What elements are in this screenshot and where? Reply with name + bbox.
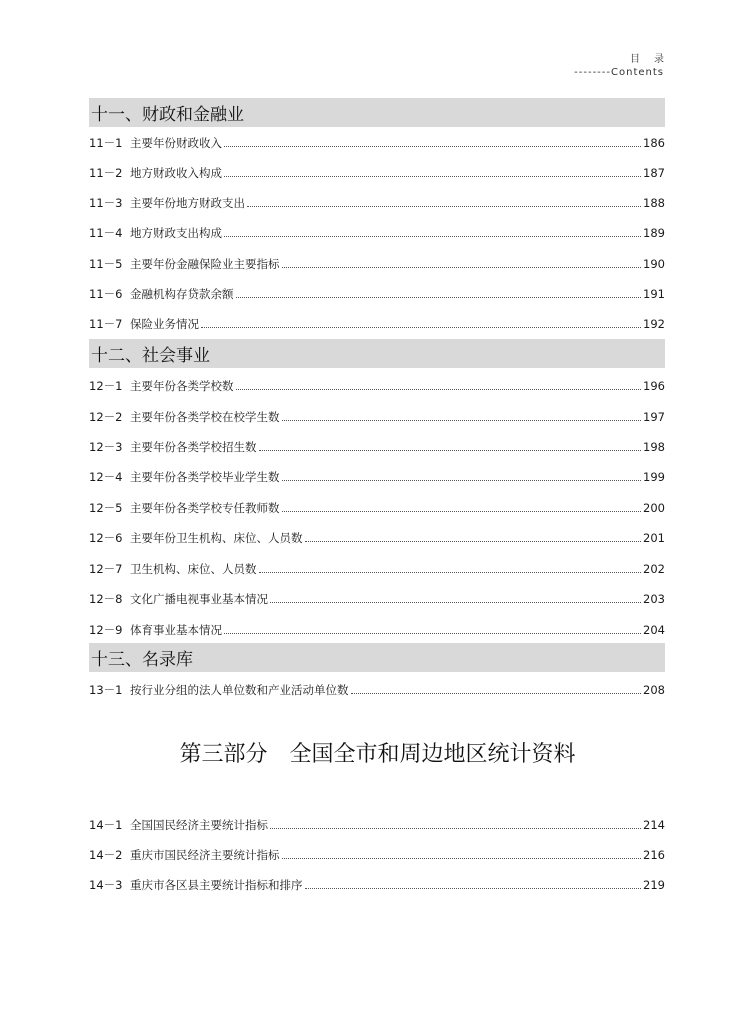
entry-page: 188: [643, 196, 665, 210]
dot-leader: [282, 511, 642, 512]
entry-code: 12－3: [89, 440, 123, 454]
toc-entry[interactable]: [89, 162, 665, 180]
entry-page: 192: [643, 317, 665, 331]
entry-page: 187: [643, 166, 665, 180]
entry-code: 12－5: [89, 501, 123, 515]
toc-entry[interactable]: [89, 814, 665, 832]
toc-entry[interactable]: [89, 588, 665, 606]
toc-entry[interactable]: [89, 558, 665, 576]
entry-page: 219: [643, 878, 665, 892]
entry-code: 12－4: [89, 470, 123, 484]
dot-leader: [351, 693, 642, 694]
toc-entry[interactable]: [89, 497, 665, 515]
toc-entry[interactable]: [89, 436, 665, 454]
entry-code: 11－2: [89, 166, 123, 180]
entry-title: 地方财政支出构成: [130, 226, 222, 240]
entry-title: 文化广播电视事业基本情况: [130, 592, 268, 606]
toc-entry[interactable]: [89, 283, 665, 301]
entry-page: 186: [643, 136, 665, 150]
entry-page: 204: [643, 623, 665, 637]
entry-code: 13－1: [89, 683, 123, 697]
entry-code: 12－7: [89, 562, 123, 576]
entry-title: 地方财政收入构成: [130, 166, 222, 180]
entry-page: 203: [643, 592, 665, 606]
dot-leader: [224, 633, 641, 634]
toc-entry[interactable]: [89, 132, 665, 150]
entry-title: 保险业务情况: [130, 317, 199, 331]
entry-page: 199: [643, 470, 665, 484]
entry-page: 214: [643, 818, 665, 832]
entry-title: 金融机构存贷款余额: [130, 287, 234, 301]
entry-code: 12－2: [89, 410, 123, 424]
entry-code: 12－6: [89, 531, 123, 545]
toc-entry[interactable]: [89, 192, 665, 210]
dot-leader: [224, 176, 641, 177]
entry-code: 12－8: [89, 592, 123, 606]
entry-code: 11－5: [89, 257, 123, 271]
entry-code: 11－3: [89, 196, 123, 210]
entry-title: 主要年份各类学校数: [130, 379, 234, 393]
toc-entry[interactable]: [89, 313, 665, 331]
entry-code: 14－1: [89, 818, 123, 832]
entry-title: 重庆市各区县主要统计指标和排序: [130, 878, 303, 892]
entry-title: 主要年份金融保险业主要指标: [130, 257, 280, 271]
entry-code: 11－1: [89, 136, 123, 150]
entry-page: 190: [643, 257, 665, 271]
entry-code: 11－7: [89, 317, 123, 331]
entry-page: 201: [643, 531, 665, 545]
section-heading-12: 十二、社会事业: [89, 339, 665, 368]
entry-title: 主要年份财政收入: [130, 136, 222, 150]
part-three-title: [0, 740, 755, 770]
toc-entry[interactable]: [89, 406, 665, 424]
dot-leader: [270, 828, 641, 829]
entry-title: 按行业分组的法人单位数和产业活动单位数: [130, 683, 349, 697]
dot-leader: [224, 146, 641, 147]
entry-title: 卫生机构、床位、人员数: [130, 562, 257, 576]
entry-page: 197: [643, 410, 665, 424]
dot-leader: [282, 480, 642, 481]
entry-title: 主要年份各类学校招生数: [130, 440, 257, 454]
entry-page: 189: [643, 226, 665, 240]
entry-title: 主要年份各类学校专任教师数: [130, 501, 280, 515]
part-three-label: 第三部分: [179, 742, 268, 767]
page-header: [574, 53, 678, 79]
entry-title: 全国国民经济主要统计指标: [130, 818, 268, 832]
part-three-subject: 全国全市和周边地区统计资料: [289, 742, 576, 767]
toc-entry[interactable]: [89, 874, 665, 892]
toc-entry[interactable]: [89, 679, 665, 697]
entry-code: 14－3: [89, 878, 123, 892]
entry-code: 14－2: [89, 848, 123, 862]
dot-leader: [259, 450, 642, 451]
header-title: 目录: [630, 54, 678, 65]
dot-leader: [305, 541, 642, 542]
entry-code: 11－6: [89, 287, 123, 301]
toc-entry[interactable]: [89, 222, 665, 240]
entry-title: 主要年份地方财政支出: [130, 196, 245, 210]
entry-title: 重庆市国民经济主要统计指标: [130, 848, 280, 862]
header-subtitle: --------Contents: [574, 67, 664, 78]
dot-leader: [259, 572, 642, 573]
entry-page: 200: [643, 501, 665, 515]
dot-leader: [224, 236, 641, 237]
section-heading-11: 十一、财政和金融业: [89, 98, 665, 127]
dot-leader: [236, 297, 642, 298]
entry-title: 主要年份各类学校毕业学生数: [130, 470, 280, 484]
entry-title: 主要年份各类学校在校学生数: [130, 410, 280, 424]
entry-page: 202: [643, 562, 665, 576]
entry-code: 12－9: [89, 623, 123, 637]
entry-title: 主要年份卫生机构、床位、人员数: [130, 531, 303, 545]
toc-entry[interactable]: [89, 844, 665, 862]
entry-code: 11－4: [89, 226, 123, 240]
dot-leader: [270, 602, 641, 603]
toc-entry[interactable]: [89, 375, 665, 393]
toc-entry[interactable]: [89, 253, 665, 271]
section-heading-13: 十三、名录库: [89, 643, 665, 672]
dot-leader: [282, 420, 642, 421]
toc-entry[interactable]: [89, 619, 665, 637]
entry-page: 196: [643, 379, 665, 393]
entry-page: 198: [643, 440, 665, 454]
entry-code: 12－1: [89, 379, 123, 393]
dot-leader: [305, 888, 642, 889]
entry-page: 191: [643, 287, 665, 301]
dot-leader: [236, 389, 642, 390]
toc-entry[interactable]: [89, 527, 665, 545]
entry-page: 208: [643, 683, 665, 697]
dot-leader: [201, 327, 641, 328]
entry-page: 216: [643, 848, 665, 862]
toc-entry[interactable]: [89, 466, 665, 484]
entry-title: 体育事业基本情况: [130, 623, 222, 637]
dot-leader: [282, 267, 642, 268]
dot-leader: [247, 206, 641, 207]
dot-leader: [282, 858, 642, 859]
